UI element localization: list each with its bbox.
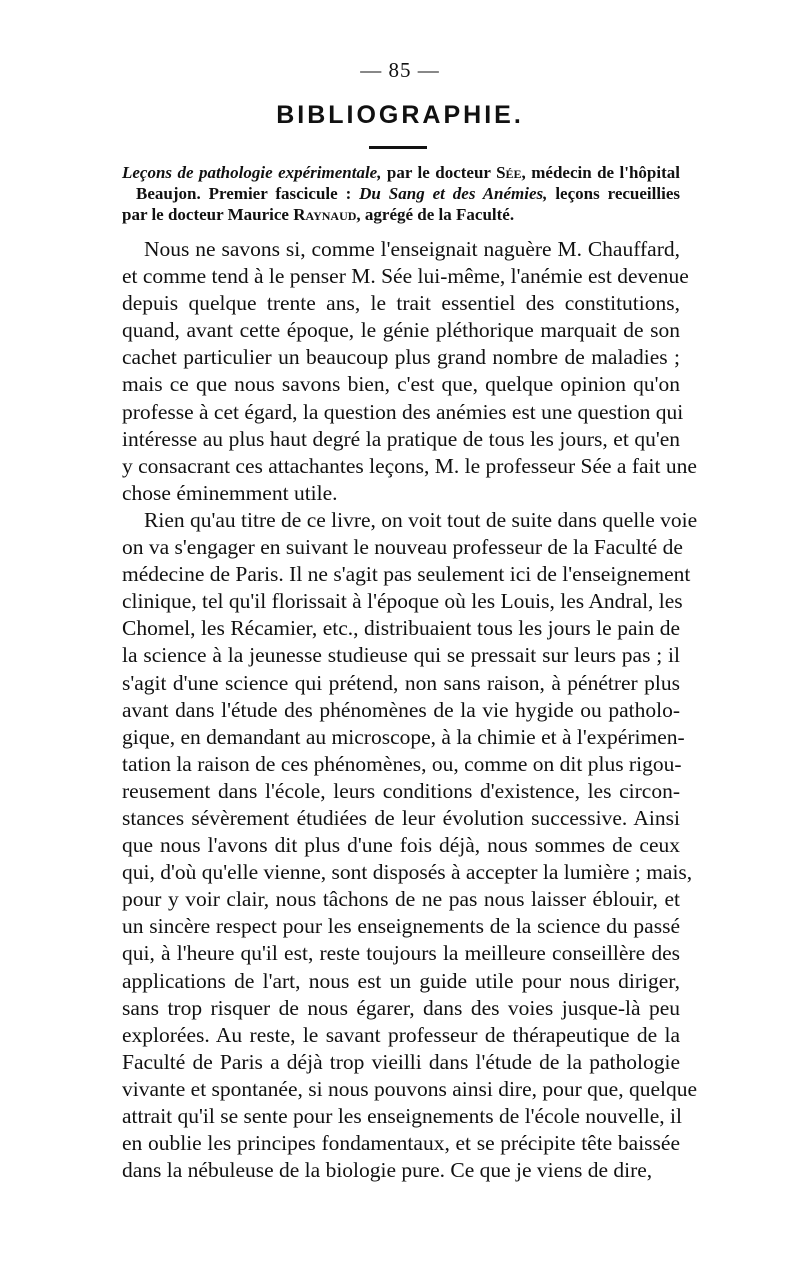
paragraph-1 bbox=[122, 236, 697, 507]
text-line: stances sévèrement étudiées de leur évolution successive. Ainsi bbox=[122, 805, 680, 830]
text-line: quand, avant cette époque, le génie pléthorique marquait de son bbox=[122, 318, 680, 343]
body-text bbox=[122, 236, 698, 1184]
text-line: dans la nébuleuse de la biologie pure. Ce que je viens de dire, bbox=[122, 1158, 653, 1183]
text-line: cachet particulier un beaucoup plus grand nombre de maladies ; bbox=[122, 345, 680, 370]
citation-editor: Raynaud bbox=[293, 205, 357, 224]
text-line: et comme tend à le penser M. Sée lui-même, l'anémie est devenue bbox=[122, 264, 689, 289]
text-line: Rien qu'au titre de ce livre, on voit tout de suite dans quelle voie bbox=[144, 507, 698, 532]
citation-line-1: Leçons de pathologie expérimentale, par le docteur Sée, médecin de l'hôpital bbox=[122, 163, 680, 182]
text-line: vivante et spontanée, si nous pouvons ainsi dire, pour que, quelque bbox=[122, 1076, 698, 1101]
citation-title: Leçons de pathologie expérimentale, bbox=[122, 163, 382, 182]
text-line: tation la raison de ces phénomènes, ou, comme on dit plus rigou- bbox=[122, 751, 682, 776]
text-line: reusement dans l'école, leurs conditions d'existence, les circon- bbox=[122, 778, 680, 803]
text-line: professe à cet égard, la question des anémies est une question qui bbox=[122, 399, 684, 424]
text-line: depuis quelque trente ans, le trait essentiel des constitutions, bbox=[122, 291, 680, 316]
text-line: s'agit d'une science qui prétend, non sans raison, à pénétrer plus bbox=[122, 670, 680, 695]
text-line: applications de l'art, nous est un guide utile pour nous diriger, bbox=[122, 968, 680, 993]
heading-rule bbox=[369, 146, 427, 149]
citation-author: Sée bbox=[496, 163, 522, 182]
text-line: Chomel, les Récamier, etc., distribuaient tous les jours le pain de bbox=[122, 616, 680, 641]
text-line: médecine de Paris. Il ne s'agit pas seulement ici de l'enseignement bbox=[122, 562, 691, 587]
citation-subtitle: Du Sang et des Anémies, bbox=[359, 184, 548, 203]
text-line: avant dans l'étude des phénomènes de la vie hygide ou patholo- bbox=[122, 697, 680, 722]
text-line: Nous ne savons si, comme l'enseignait naguère M. Chauffard, bbox=[144, 237, 680, 261]
text-line: la science à la jeunesse studieuse qui se pressait sur leurs pas ; il bbox=[122, 643, 680, 668]
text-line: Faculté de Paris a déjà trop vieilli dans l'étude de la pathologie bbox=[122, 1049, 680, 1074]
text-line: clinique, tel qu'il florissait à l'époque où les Louis, les Andral, les bbox=[122, 589, 683, 614]
citation-line-3: par le docteur Maurice Raynaud, agrégé de la Faculté. bbox=[122, 205, 515, 224]
text-line: sans trop risquer de nous égarer, dans des voies jusque-là peu bbox=[122, 995, 680, 1020]
text-line: intéresse au plus haut degré la pratique de tous les jours, et qu'en bbox=[122, 426, 680, 451]
text-line: mais ce que nous savons bien, c'est que, quelque opinion qu'on bbox=[122, 372, 680, 397]
paragraph-2 bbox=[122, 507, 698, 1184]
page-number: — 85 — bbox=[360, 58, 440, 82]
text-line: chose éminemment utile. bbox=[122, 480, 338, 505]
text-line: un sincère respect pour les enseignements de la science du passé bbox=[122, 914, 680, 939]
bibliographic-citation bbox=[122, 162, 680, 225]
text-line: pour y voir clair, nous tâchons de ne pas nous laisser éblouir, et bbox=[122, 887, 680, 912]
text-line: y consacrant ces attachantes leçons, M. le professeur Sée a fait une bbox=[122, 453, 697, 478]
text-line: attrait qu'il se sente pour les enseignements de l'école nouvelle, il bbox=[122, 1104, 683, 1128]
text-line: en oublie les principes fondamentaux, et se précipite tête baissée bbox=[122, 1131, 680, 1156]
text-line: on va s'engager en suivant le nouveau professeur de la Faculté de bbox=[122, 535, 683, 560]
text-line: explorées. Au reste, le savant professeur de thérapeutique de la bbox=[122, 1022, 680, 1047]
section-heading: BIBLIOGRAPHIE. bbox=[276, 101, 524, 129]
citation-line-2: Beaujon. Premier fascicule : Du Sang et des Anémies, leçons recueillies bbox=[136, 184, 680, 203]
text-line: gique, en demandant au microscope, à la chimie et à l'expérimen- bbox=[122, 724, 685, 749]
text-line: qui, d'où qu'elle vienne, sont disposés à accepter la lumière ; mais, bbox=[122, 860, 693, 885]
text-line: que nous l'avons dit plus d'une fois déjà, nous sommes de ceux bbox=[122, 833, 680, 858]
text-line: qui, à l'heure qu'il est, reste toujours la meilleure conseillère des bbox=[122, 941, 680, 966]
